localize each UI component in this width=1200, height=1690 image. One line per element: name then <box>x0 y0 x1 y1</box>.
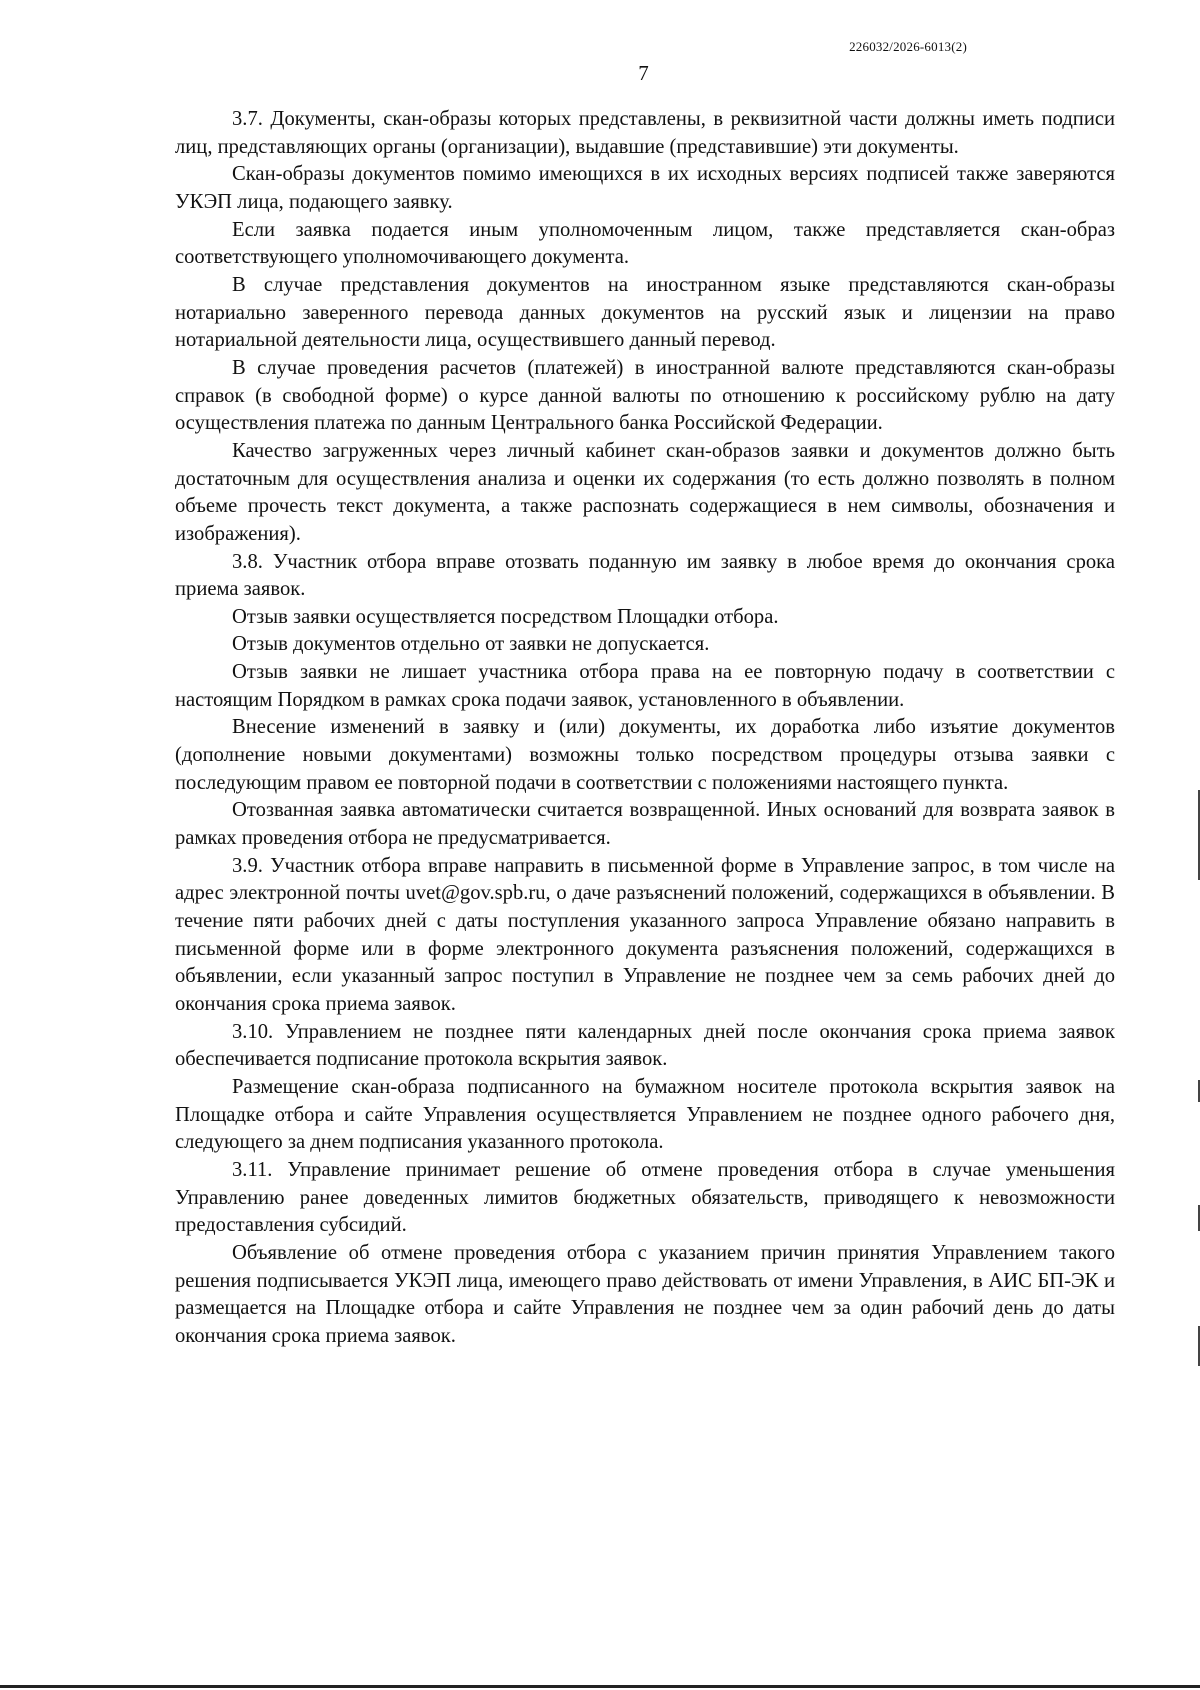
paragraph-3-9: 3.9. Участник отбора вправе направить в письменной форме в Управление запрос, в том числе на адрес электронной почты uvet@gov.spb.ru, о даче разъяснений положений, содержащихся в объявлении. В течение пяти рабочих дней с даты поступления указанного запроса Управление обязано направить в письменной форме или в форме электронного документа разъяснения положений, содержащихся в объявлении, если указанный запрос поступил в Управление не позднее чем за семь рабочих дней до окончания срока приема заявок. <box>175 854 1115 1015</box>
paragraph-cancellation-notice: Объявление об отмене проведения отбора с указанием причин принятия Управлением такого решения подписывается УКЭП лица, имеющего право действовать от имени Управления, в АИС БП-ЭК и размещается на Площадке отбора и сайте Управления не позднее чем за один рабочий день до даты окончания срока приема заявок. <box>175 1241 1115 1347</box>
paragraph-3-7: 3.7. Документы, скан-образы которых представлены, в реквизитной части должны иметь подписи лиц, представляющих органы (организации), выдавшие (представившие) эти документы. <box>175 108 1115 158</box>
document-body <box>175 106 1115 1351</box>
document-registration-number: 226032/2026-6013(2) <box>849 39 967 54</box>
paragraph-protocol-publication: Размещение скан-образа подписанного на бумажном носителе протокола вскрытия заявок на Площадке отбора и сайте Управления осуществляется Управлением не позднее одного рабочего дня, следующего за днем подписания указанного протокола. <box>175 1075 1115 1154</box>
scan-bottom-border <box>0 1685 1200 1688</box>
paragraph-resubmission: Отзыв заявки не лишает участника отбора права на ее повторную подачу в соответствии с настоящим Порядком в рамках срока подачи заявок, установленного в объявлении. <box>175 661 1115 711</box>
paragraph-scan-quality: Качество загруженных через личный кабинет скан-образов заявки и документов должно быть достаточным для осуществления анализа и оценки их содержания (то есть должно позволять в полном объеме прочесть текст документа, а также распознать содержащиеся в нем символы, обозначения и изображения). <box>175 439 1115 545</box>
paragraph-authorized-person: Если заявка подается иным уполномоченным лицом, также представляется скан-образ соответствующего уполномочивающего документа. <box>175 218 1115 269</box>
paragraph-scan-signatures: Скан-образы документов помимо имеющихся в их исходных версиях подписей также заверяются УКЭП лица, подающего заявку. <box>175 163 1115 213</box>
paragraph-foreign-currency: В случае проведения расчетов (платежей) в иностранной валюте представляются скан-образы справок (в свободной форме) о курсе данной валюты по отношению к российскому рублю на дату осуществления платежа по данным Центрального банка Российской Федерации. <box>175 356 1115 435</box>
paragraph-changes: Внесение изменений в заявку и (или) документы, их доработка либо изъятие документов (дополнение новыми документами) возможны только посредством процедуры отзыва заявки с последующим правом ее повторной подачи в соответствии с положениями настоящего пункта. <box>175 716 1115 794</box>
paragraph-3-11: 3.11. Управление принимает решение об отмене проведения отбора в случае уменьшения Управлению ранее доведенных лимитов бюджетных обязательств, приводящего к невозможности предоставления субсидий. <box>175 1158 1115 1237</box>
paragraph-withdrawal-documents: Отзыв документов отдельно от заявки не допускается. <box>232 633 710 656</box>
paragraph-returned-application: Отозванная заявка автоматически считается возвращенной. Иных оснований для возврата заявок в рамках проведения отбора не предусматривается. <box>175 799 1115 850</box>
page-number: 7 <box>638 61 649 85</box>
paragraph-foreign-language: В случае представления документов на иностранном языке представляются скан-образы нотариально заверенного перевода данных документов на русский язык и лицензии на право нотариальной деятельности лица, осуществившего данный перевод. <box>175 273 1115 352</box>
paragraph-3-8: 3.8. Участник отбора вправе отозвать поданную им заявку в любое время до окончания срока приема заявок. <box>175 550 1115 601</box>
paragraph-3-10: 3.10. Управлением не позднее пяти календарных дней после окончания срока приема заявок обеспечивается подписание протокола вскрытия заявок. <box>175 1020 1115 1071</box>
paragraph-withdrawal-platform: Отзыв заявки осуществляется посредством Площадки отбора. <box>232 605 779 628</box>
